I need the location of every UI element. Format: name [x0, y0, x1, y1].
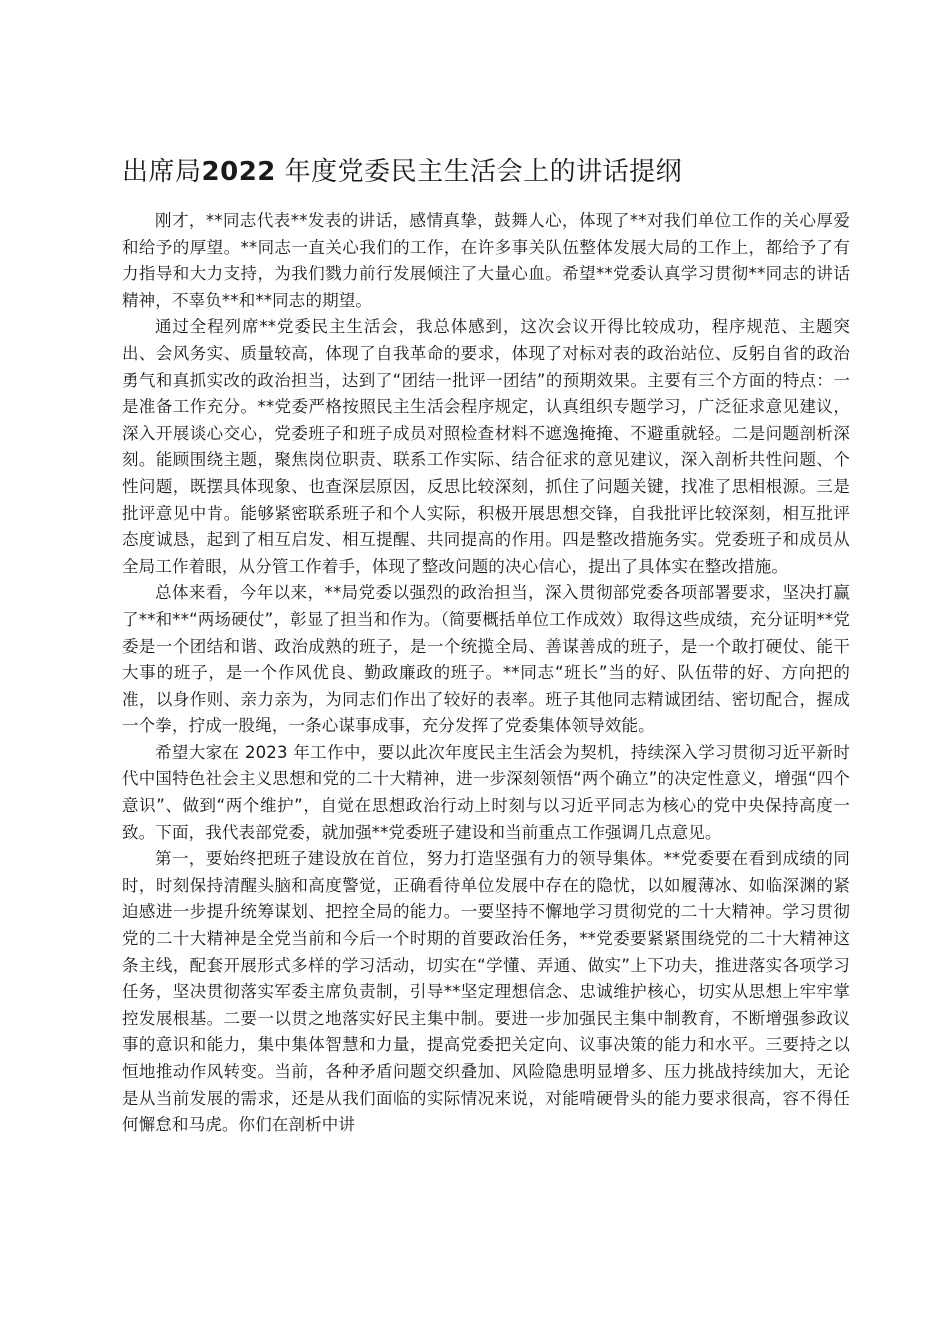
- paragraph-3: 总体来看，今年以来，**局党委以强烈的政治担当，深入贯彻部党委各项部署要求，坚决打赢了**和**“两场硬仗”，彰显了担当和作为。（简要概括单位工作成效）取得这些成绩，充分证明**党委是一个团结和谐、政治成熟的班子，是一个统揽全局、善谋善成的班子，是一个敢打硬仗、能干大事的班子，是一个作风优良、勤政廉政的班子。**同志“班长”当的好、队伍带的好、方向把的准，以身作则、亲力亲为，为同志们作出了较好的表率。班子其他同志精诚团结、密切配合，握成一个拳，拧成一股绳，一条心谋事成事，充分发挥了党委集体领导效能。: [122, 583, 850, 736]
- title-year: 2022: [201, 157, 276, 187]
- document-title: [122, 152, 842, 192]
- paragraph-2: 通过全程列席**党委民主生活会，我总体感到，这次会议开得比较成功，程序规范、主题突出、会风务实、质量较高，体现了自我革命的要求，体现了对标对表的政治站位、反躬自省的政治勇气和真抓实改的政治担当，达到了“团结一批评一团结”的预期效果。主要有三个方面的特点：一是准备工作充分。**党委严格按照民主生活会程序规定，认真组织专题学习，广泛征求意见建议，深入开展谈心交心，党委班子和班子成员对照检查材料不遮逸掩掩、不避重就轻。二是问题剖析深刻。能顾围绕主题，聚焦岗位职责、联系工作实际、结合征求的意见建议，深入剖析共性问题、个性问题，既摆具体现象、也查深层原因，反思比较深刻，抓住了问题关键，找准了思相根源。三是批评意见中肯。能够紧密联系班子和个人实际，积极开展思想交锋，自我批评比较深刻，相互批评态度诚恳，起到了相互启发、相互提醒、共同提高的作用。四是整改措施务实。党委班子和成员从全局工作着眼，从分管工作着手，体现了整改问题的决心信心，提出了具体实在整改措施。: [122, 317, 850, 576]
- document-body: [122, 208, 850, 1139]
- paragraph-1: 刚才，**同志代表**发表的讲话，感情真挚，鼓舞人心，体现了**对我们单位工作的关心厚爱和给予的厚望。**同志一直关心我们的工作，在许多事关队伍整体发展大局的工作上，都给予了有力指导和大力支持，为我们戮力前行发展倾注了大量心血。希望**党委认真学习贯彻**同志的讲话精神，不辜负**和**同志的期望。: [122, 211, 850, 310]
- title-suffix: 年度党委民主生活会上的讲话提纲: [275, 157, 683, 187]
- title-prefix: 出席局: [122, 157, 202, 187]
- paragraph-5: 第一，要始终把班子建设放在首位，努力打造坚强有力的领导集体。**党委要在看到成绩的同时，时刻保持清醒头脑和高度警觉，正确看待单位发展中存在的隐忧，以如履薄冰、如临深渊的紧迫感进一步提升统筹谋划、把控全局的能力。一要坚持不懈地学习贯彻党的二十大精神。学习贯彻党的二十大精神是全党当前和今后一个时期的首要政治任务，**党委要紧紧围绕党的二十大精神这条主线，配套开展形式多样的学习活动，切实在“学懂、弄通、做实”上下功夫，推进落实各项学习任务，坚决贯彻落实军委主席负责制，引导**坚定理想信念、忠诚维护核心，切实从思想上牢牢掌控发展根基。二要一以贯之地落实好民主集中制。要进一步加强民主集中制教育，不断增强参政议事的意识和能力，集中集体智慧和力量，提高党委把关定向、议事决策的能力和水平。三要持之以恒地推动作风转变。当前，各种矛盾问题交织叠加、风险隐患明显增多、压力挑战持续加大，无论是从当前发展的需求，还是从我们面临的实际情况来说，对能啃硬骨头的能力要求很高，容不得任何懈怠和马虎。你们在剖析中讲: [122, 849, 850, 1135]
- paragraph-4: 希望大家在 2023 年工作中，要以此次年度民主生活会为契机，持续深入学习贯彻习近平新时代中国特色社会主义思想和党的二十大精神，进一步深刻领悟“两个确立”的决定性意义，增强“四个意识”、做到“两个维护”，自觉在思想政治行动上时刻与以习近平同志为核心的党中央保持高度一致。下面，我代表部党委，就加强**党委班子建设和当前重点工作强调几点意见。: [122, 742, 850, 842]
